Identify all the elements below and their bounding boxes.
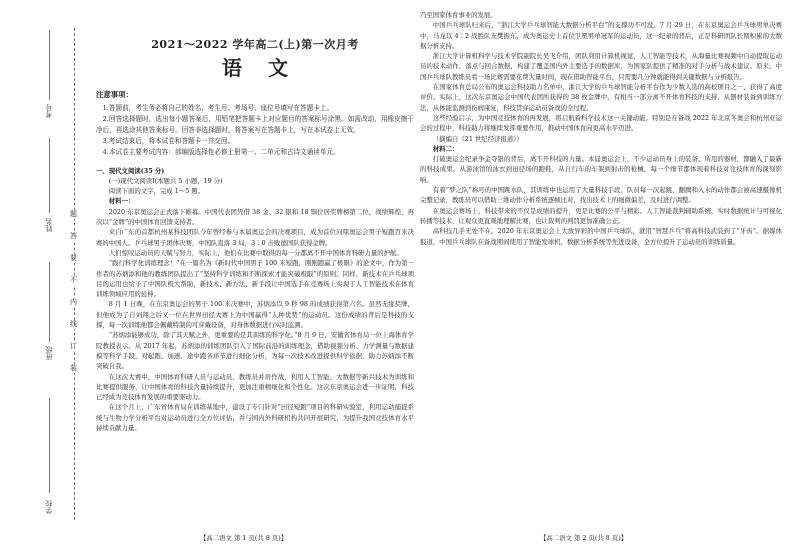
body-paragraph: 人们惊叹运动员的天赋与努力，实际上，他们在比赛中取得的每一分都离不开中国体育科研力量的护航。: [108, 248, 403, 257]
notice-item: 2.回答选择题时，选出每小题答案后，用铅笔把答题卡上对应题目的答案标号涂黑。如需改动，用橡皮擦干净后，再选涂其他答案标号。回答非选择题时，将答案写在答题卡上，写在本试卷上无效。: [96, 114, 414, 134]
exam-number-label: 考号: [45, 104, 53, 118]
body-paragraph: 乃至国家体育事业的发展。: [420, 11, 497, 19]
school-label: 学校: [45, 500, 53, 514]
material-one-label: 材料一：: [108, 197, 135, 206]
class-label: 班级: [45, 346, 53, 360]
binding-dash-line: [74, 28, 75, 520]
school-line: [49, 398, 50, 493]
subject-title: 语文: [222, 56, 314, 81]
body-paragraph: 有着“梦之队”称号的中国跳水队，其训练中也运用了大量科技手段。队员每一次起跳、翻腾和入水的动作都会被高速摄像机完整记录，教练员可以借助三维动作分析系统逐帧比对，找出技术上的细微偏差，及时进行调整。: [420, 186, 782, 205]
body-paragraph: 8 月 1 日晚，在东京奥运会的男子 100 米决赛中，苏炳添以 9 秒 98 的成绩获得第六名。虽然无缘奖牌，但他成为了自刘翔之后又一位在世界田径大赛上为中国赢得“人种优势”的运动员。这份成绩的背后是科技的支撑，每一次训练他都会佩戴特制的可穿戴设备，对身体数据进行实时监测。: [96, 300, 414, 330]
body-paragraph: 在国家体育总局公布的奥运会科技助力名单中，浙江大学的乒乓球智能分析平台作为少数入选的高校项目之一，获得了高度评价。实际上，这次东京奥运会中国代表团所获得的 38 枚金牌中，有相当一部分离不开体育科技的支持，从器材装备到训练方法，从体能监测到伤病康复，科技贯穿运动员备战的全过程。: [420, 83, 782, 112]
page-one-footer: 【高二语文 第 1 页(共 8 页)】: [200, 534, 288, 542]
warning-char: 线: [70, 320, 77, 328]
page-two-footer: 【高二语文 第 2 页(共 8 页)】: [540, 534, 628, 542]
body-paragraph: 中国乒乓球队归来后，“浙江大学乒乓球智能大数据分析平台”的支撑功不可没。7 月 29 日，在东京奥运会乒乓球男单决赛中，马龙以 4∶2 战胜队友樊振东，成为奥运史上首位卫冕男单冠军的运动员，这一纪录的背后，正是科研团队长期积累的大数据分析支持。: [420, 21, 782, 50]
notice-item: 3.考试结束后，将本试卷和答题卡一并交回。: [102, 136, 235, 145]
name-line: [49, 138, 50, 213]
warning-char: 装: [70, 364, 77, 372]
class-line: [49, 262, 50, 342]
body-paragraph: 来自广东的首都杭州某科技团队今年曾经参与本届奥运会的决赛项目，成为首位问鼎奥运会男子短跑百米决赛的中国人。乒乓球男子团体决赛，中国队直落 3 局，3∶0 击败德国队获得金牌。: [96, 228, 414, 247]
body-paragraph: 这些经验启示，为中国竞技体育的再发展，将启航着科学技术这一关键动能。特别是在备战 2022 年北京冬奥会和杭州亚运会的过程中，科技助力将继续发挥重要作用，推动中国体育向更高水平迈进。: [420, 113, 782, 133]
reading-instruction: 阅读下面的文字，完成 1～5 题。: [108, 187, 205, 196]
notice-item: 4.本试卷主要考试内容：部编版选择性必修上册第一、二单元和古诗文诵读单元。: [102, 147, 340, 156]
notice-item: 1.答题前，考生务必将自己的姓名、考生号、考场号、座位号填写在答题卡上。: [102, 103, 334, 112]
page-two: [420, 10, 782, 247]
warning-char: 题: [70, 210, 77, 218]
body-paragraph: 在奥运会赛场上，科技带来的不仅是成绩的提升，更是比赛的公平与精彩。人工智能裁判辅助系统、实时数据统计与可视化转播等技术，让观众更直观地理解比赛，也让裁判的判罚更加准确公正。: [420, 206, 782, 225]
body-paragraph: 在这个月上，广东省体育局在训练基地中，建设了专门针对“田径短跑”项目的科研实验室，利用运动捕捉系统与生物力学分析平台对运动员进行全方位评估，并与国内外科研机构共同开展研究，为提升我国竞技体育水平持续贡献力量。: [96, 403, 414, 433]
warning-char: 不: [70, 276, 77, 284]
exam-title: 2021～2022 学年高二(上)第一次月考: [151, 38, 359, 51]
body-paragraph: 高科技几乎无处不在。2020 年东京奥运会上大放异彩的中国乒乓球队，就用“智慧乒乓”将高科技武装到了“牙齿”。据媒体报道，中国乒乓球队在备战期间使用了智能发球机、数据分析系统等先进设备，全方位提升了运动员的训练质量。: [420, 227, 782, 246]
warning-char: 要: [70, 254, 77, 262]
body-paragraph: 在这次大赛中，中国体育科研人员与运动员、教练员并肩作战，利用人工智能、大数据等新兴技术为训练和比赛提供服务，让中国体育的科技含量持续提升，更加注重精细化和个性化。这次东京奥运会进一步证明，科技已经成为竞技体育发展的重要驱动力。: [96, 372, 414, 402]
body-paragraph: “践行科学化训练理念！”在一篇名为《新时代中国男子 100 米短跑，刚刚跑赢了极限》的论文中，作为第一作者的苏炳添和他的教练团队提出了“坚持科学训练和不断探索才能突破极限”的原则。同样，新技术在乒乓球项目的运用也给予了中国队极大帮助，新技术、新方法、新手段让中国选手在竞赛场上实现了人工智能技术在体育训练领域应用的延伸。: [96, 259, 414, 299]
warning-char: 订: [70, 342, 77, 350]
body-paragraph: 打破奥运会纪录争金夺银的背后，离不开科技的力量。本届奥运会上，不少运动员身上的装备、所用的器材，都融入了最新的科技成果。从游泳馆的泳衣到田径场的跑鞋，从自行车的车架到射击的枪械，每一个细节都体现着科技对竞技体育的深刻影响。: [420, 155, 782, 184]
name-label: 姓名: [45, 218, 53, 232]
binding-margin: [0, 0, 90, 548]
notice-title: 注意事项：: [96, 90, 133, 100]
body-paragraph: 2020 东京奥运会正式落下帷幕。中国代表团凭借 38 金、32 银和 18 铜位居奖牌榜第二位，战绩辉煌，再次以“金牌”的中国体育回馈支持者。: [96, 207, 414, 227]
body-paragraph: “苏炳添能够成功，除了其天赋之外，更重要的是其训练的科学化。”8 月 9 日，安徽省体育局一位上海体育学院教授表示。从 2017 年起，苏炳添的训练团队引入了国际前沿的训练理念，借助视频分析、力学测量与数据建模等科学手段，对起跑、加速、途中跑各环节进行细化分析，为每一次技术改进提供科学依据，助力苏炳添不断突破自我。: [96, 331, 414, 371]
warning-char: 内: [70, 298, 77, 306]
section-title: 一、现代文阅读(35 分): [96, 166, 165, 175]
page-one: [96, 10, 414, 433]
body-paragraph: 浙江大学计算机科学与技术学院副院长吴飞介绍，团队利用计算机视觉、人工智能等技术，从海量比赛视频中自动提取运动员的技术动作、落点与回合数据，构建了覆盖国内外主要选手的数据库，为国家队提供了精准的对手分析与战术建议。原来，中国乒乓球队教练员看一场比赛需要花费大量时间，现在借助智能平台，只需要几分钟就能得到关键数据与分析报告。: [420, 52, 782, 81]
warning-char: 答: [70, 232, 77, 240]
subsection-title: (一)现代文阅读Ⅰ(本题共 5 小题，19 分): [108, 176, 223, 185]
material-two-label: 材料二：: [432, 144, 459, 153]
exam-number-line: [49, 30, 50, 100]
notice-block: [96, 90, 414, 157]
source-citation: （摘编自《21 世纪经济报道》）: [432, 134, 523, 143]
